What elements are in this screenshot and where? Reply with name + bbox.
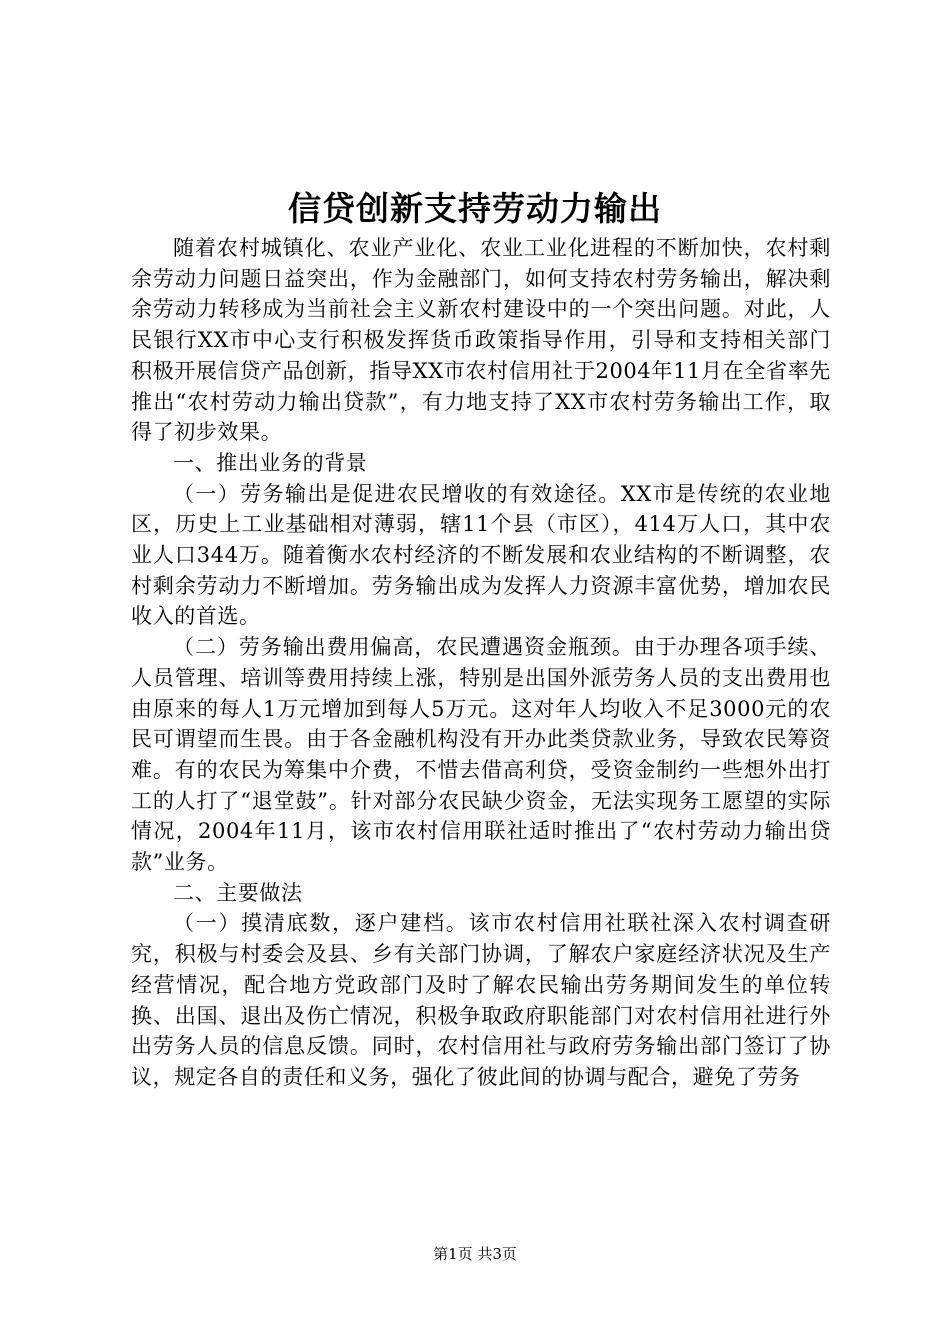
section-heading-background: 一、推出业务的背景 [173, 450, 368, 475]
page-number-footer: 第1页 共3页 [433, 1245, 517, 1263]
paragraph-background-2: （二）劳务输出费用偏高，农民遭遇资金瓶颈。由于办理各项手续、人员管理、培训等费用持续上涨，特别是出国外派劳务人员的支出费用也由原来的每人1万元增加到每人5万元。这对年人均收入不足3000元的农民可谓望而生畏。由于各金融机构没有开办此类贷款业务，导致农民筹资难。有的农民为筹集中介费，不惜去借高利贷，受资金制约一些想外出打工的人打了“退堂鼓”。针对部分农民缺少资金，无法实现务工愿望的实际情况，2004年11月，该市农村信用联社适时推出了“农村劳动力输出贷款”业务。 [131, 635, 831, 875]
paragraph-methods-1: （一）摸清底数，逐户建档。该市农村信用社联社深入农村调查研究，积极与村委会及县、乡有关部门协调，了解农户家庭经济状况及生产经营情况，配合地方党政部门及时了解农民输出劳务期间发生的单位转换、出国、退出及伤亡情况，积极争取政府职能部门对农村信用社进行外出劳务人员的信息反馈。同时，农村信用社与政府劳务输出部门签订了协议，规定各自的责任和义务，强化了彼此间的协调与配合，避免了劳务 [131, 911, 831, 1089]
section-heading-methods: 二、主要做法 [173, 880, 303, 905]
paragraph-intro: 随着农村城镇化、农业产业化、农业工业化进程的不断加快，农村剩余劳动力问题日益突出，作为金融部门，如何支持农村劳务输出，解决剩余劳动力转移成为当前社会主义新农村建设中的一个突出问题。对此，人民银行XX市中心支行积极发挥货币政策指导作用，引导和支持相关部门积极开展信贷产品创新，指导XX市农村信用社于2004年11月在全省率先推出“农村劳动力输出贷款”，有力地支持了XX市农村劳务输出工作，取得了初步效果。 [131, 236, 831, 445]
document-title: 信贷创新支持劳动力输出 [288, 189, 662, 228]
paragraph-background-1: （一）劳务输出是促进农民增收的有效途径。XX市是传统的农业地区，历史上工业基础相对薄弱，辖11个县（市区），414万人口，其中农业人口344万。随着衡水农村经济的不断发展和农业结构的不断调整，农村剩余劳动力不断增加。劳务输出成为发挥人力资源丰富优势，增加农民收入的首选。 [131, 481, 831, 629]
document-body [131, 233, 831, 1093]
